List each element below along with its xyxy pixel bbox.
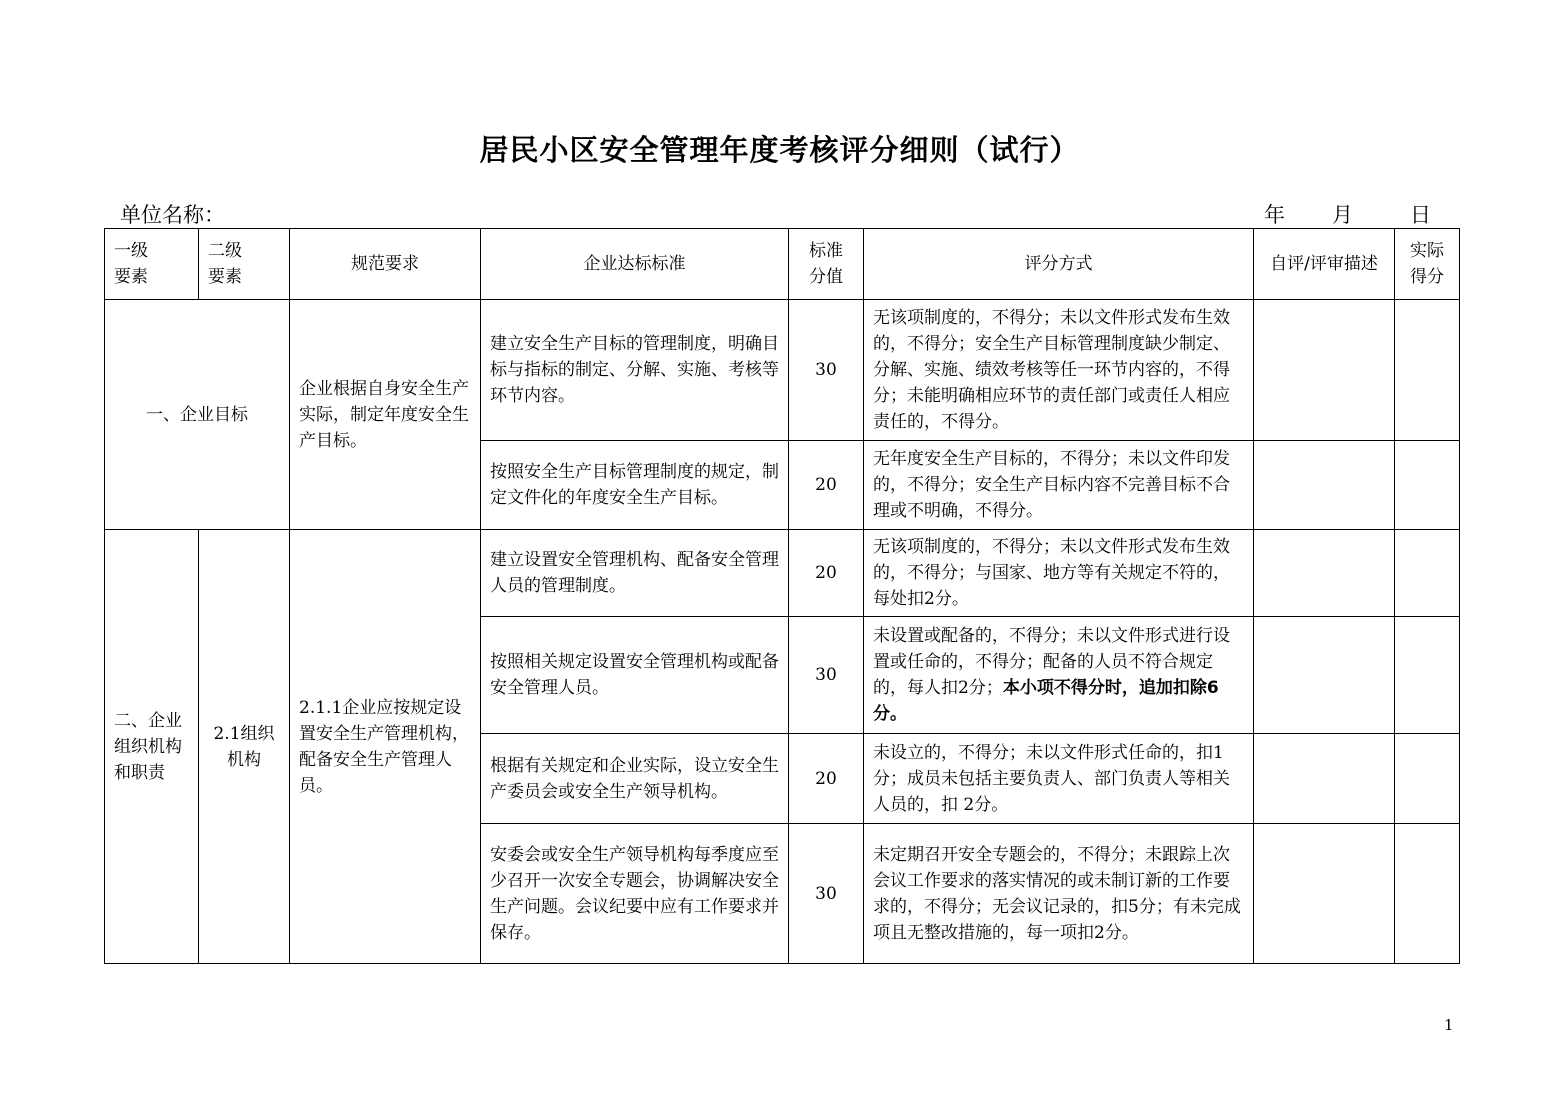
method-cell <box>864 617 1254 734</box>
date-line <box>1264 199 1431 229</box>
header-level1: 一级 要素 <box>105 229 199 300</box>
standard-cell: 根据有关规定和企业实际，设立安全生产委员会或安全生产领导机构。 <box>481 734 789 824</box>
self-eval-cell <box>1254 530 1395 617</box>
section2-requirement: 2.1.1企业应按规定设置安全生产管理机构，配备安全生产管理人员。 <box>290 530 481 964</box>
method-cell: 未定期召开安全专题会的，不得分；未跟踪上次会议工作要求的落实情况的或未制订新的工作要求的，不得分；无会议记录的，扣5分；有未完成项且无整改措施的，每一项扣2分。 <box>864 824 1254 964</box>
table-row <box>105 530 1460 617</box>
date-year-label: 年 <box>1264 203 1285 227</box>
actual-score-cell <box>1395 530 1460 617</box>
date-day-label: 日 <box>1410 203 1431 227</box>
self-eval-cell <box>1254 617 1395 734</box>
method-cell: 无该项制度的，不得分；未以文件形式发布生效的，不得分；与国家、地方等有关规定不符的，每处扣2分。 <box>864 530 1254 617</box>
standard-cell: 安委会或安全生产领导机构每季度应至少召开一次安全专题会，协调解决安全生产问题。会议纪要中应有工作要求并保存。 <box>481 824 789 964</box>
page-number: 1 <box>1444 1016 1454 1034</box>
self-eval-cell <box>1254 824 1395 964</box>
scoring-table <box>104 228 1460 964</box>
actual-score-cell <box>1395 300 1460 441</box>
section1-level1: 一、企业目标 <box>105 300 290 530</box>
header-method: 评分方式 <box>864 229 1254 300</box>
score-cell: 30 <box>789 300 864 441</box>
actual-score-cell <box>1395 617 1460 734</box>
score-cell: 20 <box>789 441 864 530</box>
score-cell: 20 <box>789 734 864 824</box>
actual-score-cell <box>1395 734 1460 824</box>
method-bold-text: 本小项不得分时，追加扣除6分。 <box>873 678 1219 724</box>
section2-level1: 二、企业组织机构和职责 <box>105 530 199 964</box>
score-cell: 30 <box>789 617 864 734</box>
method-text: 未设置或配备的，不得分；未以文件形式进行设置或任命的，不得分；配备的人员不符合规定的，每人扣2分； <box>873 626 1230 698</box>
self-eval-cell <box>1254 734 1395 824</box>
header-self-eval: 自评/评审描述 <box>1254 229 1395 300</box>
unit-name-label: 单位名称： <box>120 203 225 227</box>
header-score: 标准 分值 <box>789 229 864 300</box>
header-level2: 二级 要素 <box>199 229 290 300</box>
actual-score-cell <box>1395 441 1460 530</box>
method-cell: 无该项制度的，不得分；未以文件形式发布生效的，不得分；安全生产目标管理制度缺少制定、分解、实施、绩效考核等任一环节内容的，不得分；未能明确相应环节的责任部门或责任人相应责任的，不得分。 <box>864 300 1254 441</box>
method-cell: 未设立的，不得分；未以文件形式任命的，扣1分；成员未包括主要负责人、部门负责人等相关人员的，扣 2分。 <box>864 734 1254 824</box>
page-title: 居民小区安全管理年度考核评分细则（试行） <box>479 133 1080 167</box>
score-cell: 20 <box>789 530 864 617</box>
section1-requirement: 企业根据自身安全生产实际，制定年度安全生产目标。 <box>290 300 481 530</box>
standard-cell: 按照相关规定设置安全管理机构或配备安全管理人员。 <box>481 617 789 734</box>
table-row <box>105 300 1460 441</box>
actual-score-cell <box>1395 824 1460 964</box>
section2-level2: 2.1组织机构 <box>199 530 290 964</box>
score-cell: 30 <box>789 824 864 964</box>
standard-cell: 建立安全生产目标的管理制度，明确目标与指标的制定、分解、实施、考核等环节内容。 <box>481 300 789 441</box>
self-eval-cell <box>1254 441 1395 530</box>
header-standard: 企业达标标准 <box>481 229 789 300</box>
self-eval-cell <box>1254 300 1395 441</box>
standard-cell: 按照安全生产目标管理制度的规定，制定文件化的年度安全生产目标。 <box>481 441 789 530</box>
date-month-label: 月 <box>1332 203 1353 227</box>
header-requirement: 规范要求 <box>290 229 481 300</box>
header-row <box>105 229 1460 300</box>
standard-cell: 建立设置安全管理机构、配备安全管理人员的管理制度。 <box>481 530 789 617</box>
method-cell: 无年度安全生产目标的，不得分；未以文件印发的，不得分；安全生产目标内容不完善目标不合理或不明确，不得分。 <box>864 441 1254 530</box>
header-actual: 实际 得分 <box>1395 229 1460 300</box>
